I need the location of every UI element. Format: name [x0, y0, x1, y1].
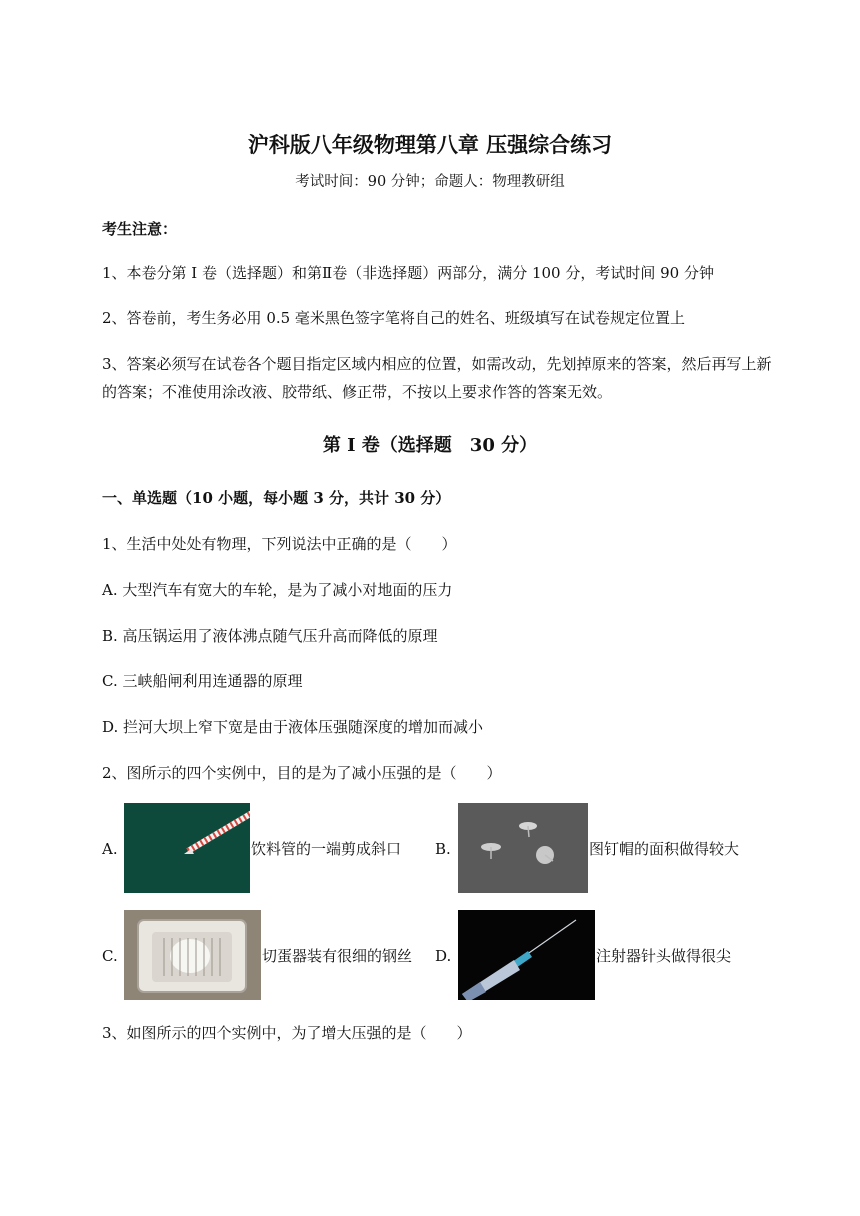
question-1-option-d: D. 拦河大坝上窄下宽是由于液体压强随深度的增加而减小 — [102, 718, 484, 736]
question-2-option-d-text: 注射器针头做得很尖 — [596, 947, 732, 965]
straw-image — [124, 803, 250, 893]
notice-item-3-continued: 的答案；不准使用涂改液、胶带纸、修正带，不按以上要求作答的答案无效。 — [102, 383, 613, 401]
question-1-option-c: C. 三峡船闸利用连通器的原理 — [102, 672, 303, 690]
syringe-image — [458, 910, 595, 1000]
question-2-option-a-letter: A. — [102, 840, 118, 858]
question-2-stem: 2、图所示的四个实例中，目的是为了减小压强的是（ ） — [102, 764, 502, 782]
document-title: 沪科版八年级物理第八章 压强综合练习 — [247, 132, 613, 157]
notice-item-1: 1、本卷分第 I 卷（选择题）和第Ⅱ卷（非选择题）两部分，满分 100 分，考试时间 90 分钟 — [102, 264, 714, 282]
question-2-option-b-letter: B. — [435, 840, 451, 858]
question-1-stem: 1、生活中处处有物理，下列说法中正确的是（ ） — [102, 535, 457, 553]
question-2-option-d-letter: D. — [435, 947, 452, 965]
exam-info: 考试时间：90 分钟；命题人：物理教研组 — [295, 174, 565, 190]
question-2-option-b-text: 图钉帽的面积做得较大 — [589, 840, 740, 858]
question-1-option-b: B. 高压锅运用了液体沸点随气压升高而降低的原理 — [102, 627, 438, 645]
question-2-option-c-text: 切蛋器装有很细的钢丝 — [262, 947, 413, 965]
notice-heading: 考生注意： — [102, 220, 178, 238]
question-3-stem: 3、如图所示的四个实例中，为了增大压强的是（ ） — [102, 1024, 472, 1042]
notice-item-3: 3、答案必须写在试卷各个题目指定区域内相应的位置，如需改动，先划掉原来的答案，然后再写上新 — [102, 355, 772, 373]
thumbtack-image — [458, 803, 588, 893]
section-title: 第 I 卷（选择题 30 分） — [322, 435, 538, 456]
question-2-option-a-text: 饮料管的一端剪成斜口 — [251, 840, 402, 858]
question-1-option-a: A. 大型汽车有宽大的车轮，是为了减小对地面的压力 — [102, 581, 453, 599]
part-heading: 一、单选题（10 小题，每小题 3 分，共计 30 分） — [102, 489, 451, 507]
egg-slicer-image — [124, 910, 261, 1000]
notice-item-2: 2、答卷前，考生务必用 0.5 毫米黑色签字笔将自己的姓名、班级填写在试卷规定位置上 — [102, 309, 685, 327]
question-2-option-c-letter: C. — [102, 947, 118, 965]
